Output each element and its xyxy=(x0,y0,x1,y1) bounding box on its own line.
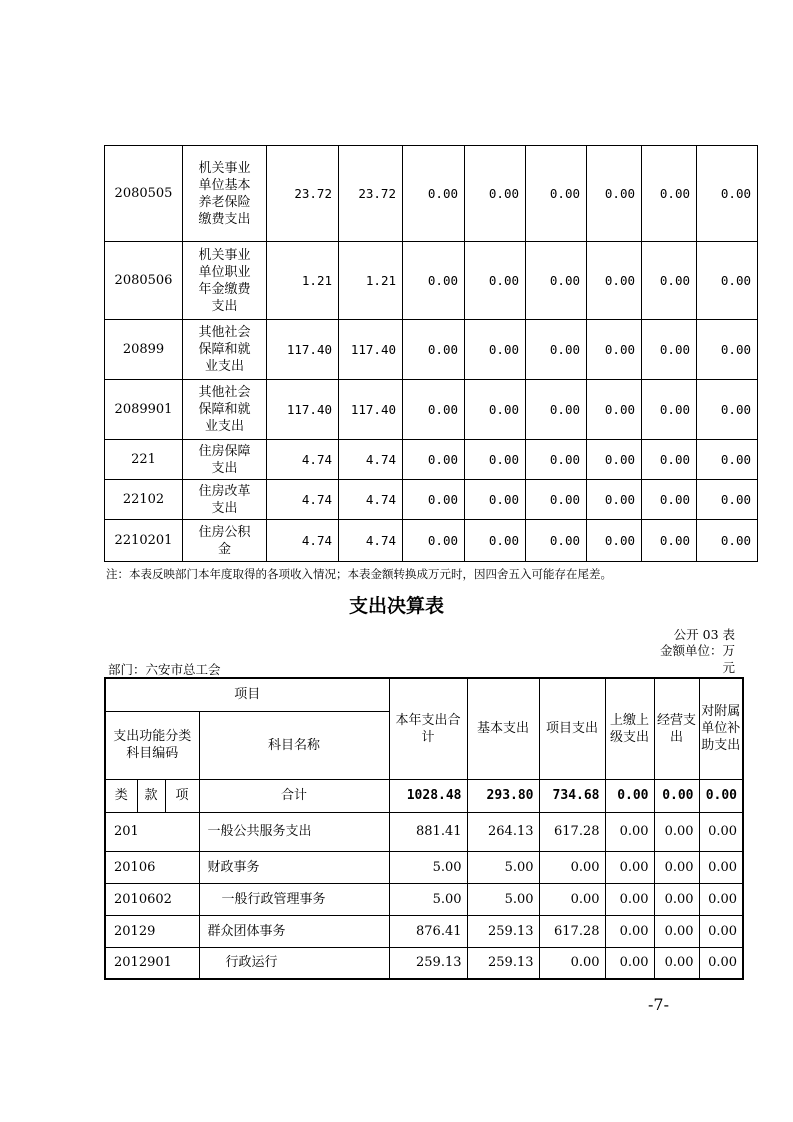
amount-cell: 0.00 xyxy=(403,520,465,562)
subject-name: 住房公积金 xyxy=(183,520,267,562)
class-header: 类 xyxy=(105,779,137,812)
amount-cell: 4.74 xyxy=(339,480,403,520)
subject-name: 群众团体事务 xyxy=(199,915,389,947)
amount-cell: 0.00 xyxy=(654,947,699,979)
amount-cell: 0.00 xyxy=(697,440,758,480)
form-number: 公开 03 表 xyxy=(673,627,735,642)
amount-cell: 1.21 xyxy=(339,242,403,320)
amount-cell: 5.00 xyxy=(467,883,539,915)
col-header-subsidy: 对附属单位补助支出 xyxy=(699,678,743,779)
subject-name: 其他社会保障和就业支出 xyxy=(183,320,267,380)
amount-cell: 5.00 xyxy=(467,851,539,883)
amount-cell: 0.00 xyxy=(642,440,697,480)
amount-cell: 881.41 xyxy=(389,812,467,851)
amount-cell: 259.13 xyxy=(467,947,539,979)
subject-code: 221 xyxy=(105,440,183,480)
amount-cell: 0.00 xyxy=(526,520,587,562)
subject-code: 2210201 xyxy=(105,520,183,562)
page-title: 支出决算表 xyxy=(348,595,444,617)
amount-cell: 0.00 xyxy=(587,380,642,440)
amount-cell: 0.00 xyxy=(539,947,605,979)
amount-cell: 0.00 xyxy=(526,320,587,380)
amount-cell: 117.40 xyxy=(267,320,339,380)
table-row xyxy=(105,146,758,242)
amount-cell: 5.00 xyxy=(389,851,467,883)
amount-cell: 117.40 xyxy=(267,380,339,440)
subject-code: 20899 xyxy=(105,320,183,380)
amount-cell: 4.74 xyxy=(339,440,403,480)
amount-cell: 617.28 xyxy=(539,915,605,947)
amount-cell: 23.72 xyxy=(267,146,339,242)
amount-cell: 0.00 xyxy=(526,480,587,520)
amount-cell: 117.40 xyxy=(339,320,403,380)
amount-cell: 0.00 xyxy=(403,380,465,440)
amount-cell: 0.00 xyxy=(539,883,605,915)
amount-cell: 0.00 xyxy=(642,520,697,562)
amount-cell: 5.00 xyxy=(389,883,467,915)
amount-cell: 0.00 xyxy=(403,320,465,380)
subject-code: 20106 xyxy=(105,851,199,883)
amount-cell: 0.00 xyxy=(699,851,743,883)
total-value: 1028.48 xyxy=(389,779,467,812)
amount-cell: 0.00 xyxy=(697,520,758,562)
amount-cell: 4.74 xyxy=(267,480,339,520)
table-row xyxy=(105,915,743,947)
amount-cell: 0.00 xyxy=(526,242,587,320)
subject-code: 2012901 xyxy=(105,947,199,979)
total-label: 合计 xyxy=(199,779,389,812)
amount-cell: 23.72 xyxy=(339,146,403,242)
table-row xyxy=(105,440,758,480)
subject-name: 住房保障支出 xyxy=(183,440,267,480)
amount-cell: 0.00 xyxy=(465,320,526,380)
entry-header: 项 xyxy=(165,779,199,812)
amount-cell: 0.00 xyxy=(526,440,587,480)
amount-cell: 0.00 xyxy=(465,440,526,480)
total-value: 0.00 xyxy=(699,779,743,812)
table-row xyxy=(105,851,743,883)
total-value: 0.00 xyxy=(605,779,654,812)
amount-cell: 0.00 xyxy=(642,320,697,380)
amount-cell: 0.00 xyxy=(605,915,654,947)
amount-cell: 0.00 xyxy=(465,380,526,440)
amount-cell: 0.00 xyxy=(642,146,697,242)
total-value: 0.00 xyxy=(654,779,699,812)
subject-name: 一般行政管理事务 xyxy=(199,883,389,915)
amount-cell: 0.00 xyxy=(605,812,654,851)
amount-cell: 0.00 xyxy=(697,380,758,440)
table-row xyxy=(105,380,758,440)
amount-cell: 0.00 xyxy=(654,851,699,883)
table-row xyxy=(105,480,758,520)
income-table-continued xyxy=(104,145,758,562)
expenditure-table xyxy=(104,677,744,980)
amount-cell: 0.00 xyxy=(465,146,526,242)
amount-cell: 0.00 xyxy=(697,320,758,380)
amount-cell: 259.13 xyxy=(389,947,467,979)
amount-cell: 0.00 xyxy=(587,146,642,242)
amount-cell: 0.00 xyxy=(697,242,758,320)
subject-code: 20129 xyxy=(105,915,199,947)
amount-cell: 0.00 xyxy=(654,812,699,851)
table-row xyxy=(105,520,758,562)
code-group-header: 支出功能分类科目编码 xyxy=(105,711,199,779)
amount-cell: 0.00 xyxy=(465,520,526,562)
amount-cell: 0.00 xyxy=(605,851,654,883)
amount-cell: 0.00 xyxy=(697,146,758,242)
amount-cell: 0.00 xyxy=(699,915,743,947)
subject-code: 2080505 xyxy=(105,146,183,242)
amount-cell: 0.00 xyxy=(699,812,743,851)
subject-name: 其他社会保障和就业支出 xyxy=(183,380,267,440)
table-row xyxy=(105,320,758,380)
page-number: -7- xyxy=(648,995,669,1014)
subject-code: 2080506 xyxy=(105,242,183,320)
table-row xyxy=(105,947,743,979)
col-header-basic: 基本支出 xyxy=(467,678,539,779)
amount-cell: 0.00 xyxy=(403,440,465,480)
amount-cell: 0.00 xyxy=(587,440,642,480)
col-header-remit: 上缴上级支出 xyxy=(605,678,654,779)
amount-cell: 1.21 xyxy=(267,242,339,320)
amount-cell: 4.74 xyxy=(339,520,403,562)
item-header: 项目 xyxy=(105,678,389,711)
col-header-project: 项目支出 xyxy=(539,678,605,779)
subject-name-header: 科目名称 xyxy=(199,711,389,779)
amount-cell: 0.00 xyxy=(526,146,587,242)
amount-cell: 0.00 xyxy=(465,480,526,520)
amount-cell: 4.74 xyxy=(267,440,339,480)
amount-cell: 0.00 xyxy=(539,851,605,883)
amount-cell: 876.41 xyxy=(389,915,467,947)
total-value: 734.68 xyxy=(539,779,605,812)
department-label: 部门：六安市总工会 xyxy=(108,662,221,677)
subject-code: 22102 xyxy=(105,480,183,520)
amount-cell: 0.00 xyxy=(403,146,465,242)
col-header-total: 本年支出合计 xyxy=(389,678,467,779)
subject-name: 一般公共服务支出 xyxy=(199,812,389,851)
subject-code: 201 xyxy=(105,812,199,851)
amount-cell: 0.00 xyxy=(642,380,697,440)
amount-cell: 264.13 xyxy=(467,812,539,851)
amount-cell: 0.00 xyxy=(605,947,654,979)
amount-cell: 0.00 xyxy=(699,883,743,915)
amount-cell: 0.00 xyxy=(654,915,699,947)
amount-cell: 0.00 xyxy=(403,480,465,520)
amount-cell: 0.00 xyxy=(654,883,699,915)
subject-name: 机关事业单位基本养老保险缴费支出 xyxy=(183,146,267,242)
amount-cell: 0.00 xyxy=(642,480,697,520)
amount-cell: 0.00 xyxy=(587,242,642,320)
amount-unit: 金额单位：万元 xyxy=(659,643,735,675)
subject-name: 财政事务 xyxy=(199,851,389,883)
amount-cell: 0.00 xyxy=(587,320,642,380)
amount-cell: 259.13 xyxy=(467,915,539,947)
amount-cell: 0.00 xyxy=(526,380,587,440)
subject-name: 行政运行 xyxy=(199,947,389,979)
subject-code: 2089901 xyxy=(105,380,183,440)
amount-cell: 4.74 xyxy=(267,520,339,562)
table-row xyxy=(105,812,743,851)
amount-cell: 0.00 xyxy=(642,242,697,320)
total-value: 293.80 xyxy=(467,779,539,812)
table-row xyxy=(105,883,743,915)
amount-cell: 0.00 xyxy=(699,947,743,979)
amount-cell: 0.00 xyxy=(605,883,654,915)
amount-cell: 0.00 xyxy=(465,242,526,320)
amount-cell: 617.28 xyxy=(539,812,605,851)
amount-cell: 0.00 xyxy=(403,242,465,320)
subject-name: 住房改革支出 xyxy=(183,480,267,520)
amount-cell: 117.40 xyxy=(339,380,403,440)
amount-cell: 0.00 xyxy=(697,480,758,520)
table-row xyxy=(105,242,758,320)
amount-cell: 0.00 xyxy=(587,480,642,520)
subject-name: 机关事业单位职业年金缴费支出 xyxy=(183,242,267,320)
table-note: 注：本表反映部门本年度取得的各项收入情况；本表金额转换成万元时，因四舍五入可能存在尾差。 xyxy=(106,567,612,581)
section-header: 款 xyxy=(137,779,165,812)
subject-code: 2010602 xyxy=(105,883,199,915)
amount-cell: 0.00 xyxy=(587,520,642,562)
col-header-operation: 经营支出 xyxy=(654,678,699,779)
